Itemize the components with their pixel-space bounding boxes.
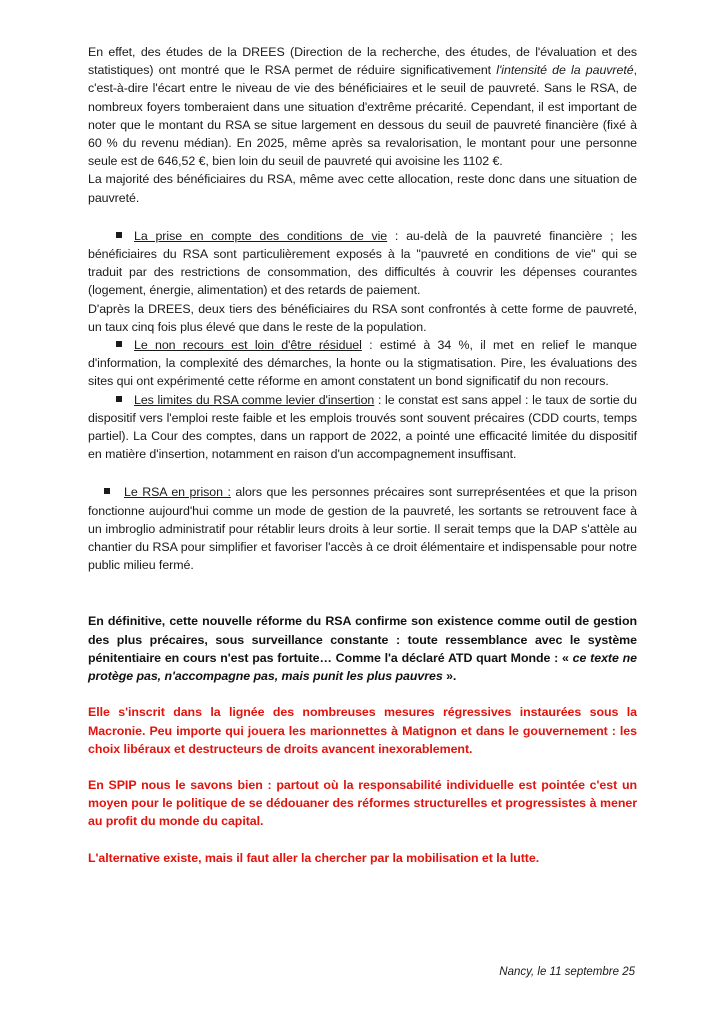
- conclusion-text-end: ».: [442, 669, 457, 684]
- conclusion-text: En définitive, cette nouvelle réforme du RSA confirme son existence comme outil de gestion des plus précaires, sous surveillance constante : toute ressemblance avec le système pénitentiaire en cours n'est pas fortuite… Comme l'a déclaré ATD quart Monde : «: [88, 614, 637, 665]
- alternative-paragraph: L'alternative existe, mais il faut aller la chercher par la mobilisation et la lutte.: [88, 850, 540, 865]
- bullet-text: alors que les personnes précaires sont surreprésentées et que la prison fonctionne aujourd'hui comme un mode de gestion de la pauvreté, les sortants se retrouvent face à un imbroglio administratif pour rétablir leurs droits à leur sortie. Il serait temps que la DAP s'attèle au chantier du RSA pour simplifier et favoriser l'accès à ce droit élémentaire et indispensable pour notre public milieu fermé.: [88, 485, 637, 573]
- square-bullet-icon: [104, 488, 110, 494]
- bullet-title: Le non recours est loin d'être résiduel: [134, 338, 362, 353]
- bullet-title: La prise en compte des conditions de vie: [134, 228, 388, 243]
- bullet-conditions-de-vie: [88, 227, 637, 300]
- square-bullet-icon: [116, 232, 122, 238]
- intro-conclusion-paragraph: La majorité des bénéficiaires du RSA, même avec cette allocation, reste donc dans une situation de pauvreté.: [88, 172, 637, 205]
- bullet-title: Le RSA en prison :: [124, 485, 231, 500]
- bullet-limites-insertion: [88, 391, 637, 464]
- bullet-text: : le constat est sans appel : le taux de sortie du dispositif vers l'emploi reste faible et les emplois trouvés sont souvent précaires (CDD courts, temps partiel). La Cour des comptes, dans un rapport de 2022, a pointé une efficacité limitée du dispositif en matière d'insertion, notamment en raison d'un accompagnement insuffisant.: [88, 392, 637, 462]
- bullet-text: : au-delà de la pauvreté financière ; les bénéficiaires du RSA sont particulièrement exposés à la "pauvreté en conditions de vie" qui se traduit par des restrictions de consommation, des difficultés à couvrir les dépenses courantes (logement, énergie, alimentation) et des retards de paiement.: [88, 228, 638, 298]
- document-body: [88, 43, 637, 867]
- intro-emphasis: l'intensité de la pauvreté: [496, 63, 634, 78]
- bullet-title: Les limites du RSA comme levier d'insertion: [134, 392, 375, 407]
- bullet-text: : estimé à 34 %, il met en relief le manque d'information, la complexité des démarches, la honte ou la stigmatisation. Pire, les évaluations des sites qui ont expérimenté cette réforme en amont constatent un bond significatif du non recours.: [88, 338, 637, 389]
- intro-text: En effet, des études de la DREES (Direction de la recherche, des études, de l'évaluation et des statistiques) ont montré que le RSA permet de réduire significativement: [88, 45, 637, 78]
- macronie-paragraph: Elle s'inscrit dans la lignée des nombreuses mesures régressives instaurées sous la Macronie. Peu importe qui jouera les marionnettes à Matignon et dans le gouvernement : les choix libéraux et destructeurs de droits avancent inexorablement.: [88, 705, 637, 756]
- intro-paragraph: [88, 43, 637, 170]
- square-bullet-icon: [116, 396, 122, 402]
- conclusion-paragraph: [88, 612, 637, 685]
- bullet-rsa-prison: [88, 483, 637, 574]
- signature-date: Nancy, le 11 septembre 25: [499, 966, 635, 978]
- spip-paragraph: En SPIP nous le savons bien : partout où la responsabilité individuelle est pointée c'est un moyen pour le politique de se dédouaner des réformes structurelles et progressistes à mener au profit du monde du capital.: [88, 777, 637, 829]
- bullet-follow-paragraph: D'après la DREES, deux tiers des bénéficiaires du RSA sont confrontés à cette forme de pauvreté, un taux cinq fois plus élevé que dans le reste de la population.: [88, 301, 637, 334]
- conclusion-quote: ce texte ne protège pas, n'accompagne pas, mais punit les plus pauvres: [88, 650, 637, 684]
- intro-text-continued: , c'est-à-dire l'écart entre le niveau de vie des bénéficiaires et le seuil de pauvreté. Sans le RSA, de nombreux foyers tomberaient dans une situation d'extrême précarité. Cependant, il est important de noter que le montant du RSA se situe largement en dessous du seuil de pauvreté financière (fixé à 60 % du revenu médian). En 2025, même après sa revalorisation, le montant pour une personne seule est de 646,52 €, bien loin du seuil de pauvreté qui avoisine les 1102 €.: [88, 63, 637, 169]
- bullet-non-recours: [88, 336, 637, 391]
- square-bullet-icon: [116, 341, 122, 347]
